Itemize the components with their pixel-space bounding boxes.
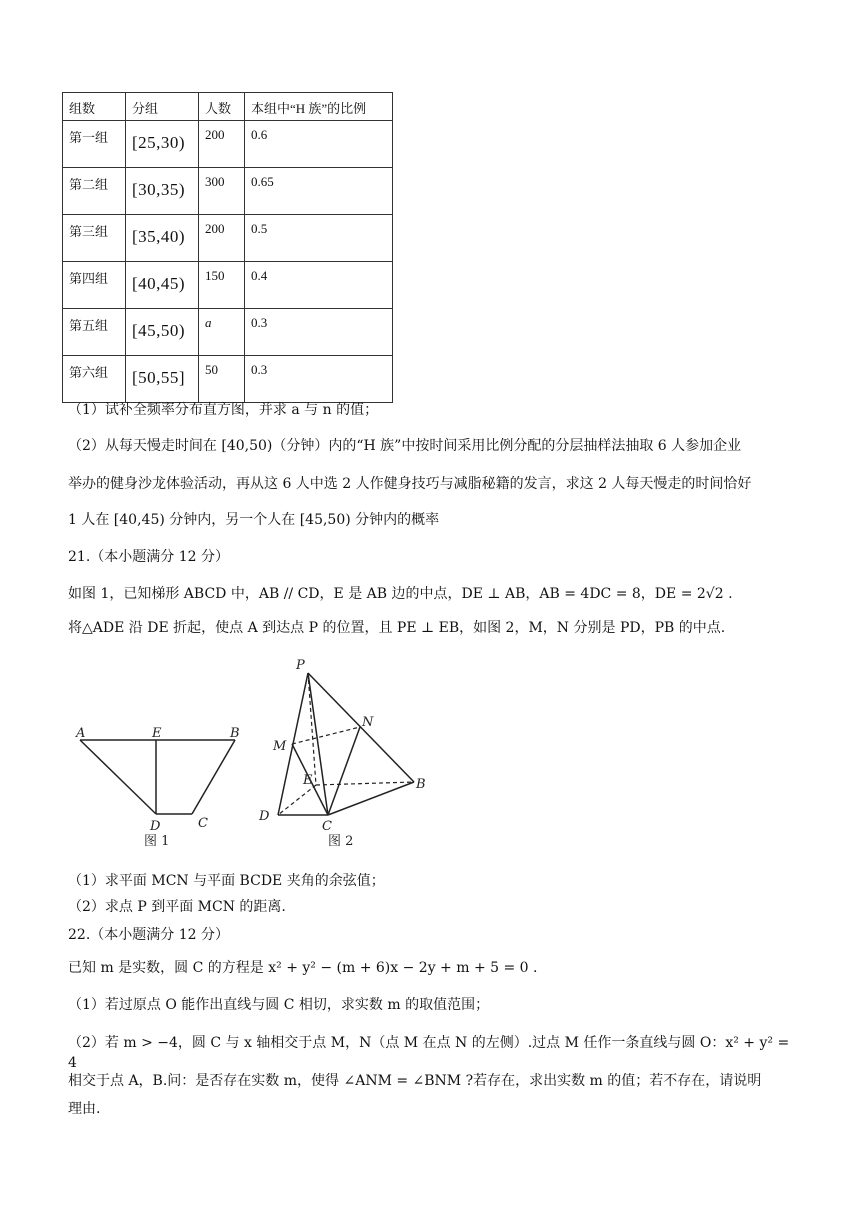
- header-ratio: 本组中“H 族”的比例: [245, 93, 393, 121]
- table-row: [63, 215, 393, 262]
- q20-part2-line1: （2）从每天慢走时间在 [40,50)（分钟）内的“H 族”中按时间采用比例分配的分层抽样法抽取 6 人参加企业: [68, 438, 742, 454]
- q21-line1: 如图 1，已知梯形 ABCD 中，AB // CD，E 是 AB 边的中点，DE ⊥ AB，AB = 4DC = 8，DE = 2√2 .: [68, 586, 733, 602]
- cell-count: a: [199, 309, 245, 356]
- q20-part2-line2: 举办的健身沙龙体验活动，再从这 6 人中选 2 人作健身技巧与减脂秘籍的发言，求这 2 人每天慢走的时间恰好: [68, 476, 752, 492]
- figure-1-trapezoid: [80, 740, 235, 814]
- fig1-label-a: A: [76, 726, 86, 741]
- q21-title: 21.（本小题满分 12 分）: [68, 549, 229, 565]
- cell-ratio: 0.4: [245, 262, 393, 309]
- data-table-container: [62, 92, 393, 403]
- q20-part2-line3: 1 人在 [40,45) 分钟内，另一个人在 [45,50) 分钟内的概率: [68, 512, 440, 528]
- cell-range: [50,55]: [126, 356, 199, 403]
- q21-sub1: （1）求平面 MCN 与平面 BCDE 夹角的余弦值；: [68, 873, 385, 889]
- table-row: [63, 309, 393, 356]
- fig2-label-c: C: [322, 819, 332, 834]
- q22-sub1: （1）若过原点 O 能作出直线与圆 C 相切，求实数 m 的取值范围；: [68, 997, 490, 1013]
- figure-2-pyramid: [278, 673, 414, 815]
- table-header-row: [63, 93, 393, 121]
- cell-ratio: 0.6: [245, 121, 393, 168]
- q22-line1: 已知 m 是实数，圆 C 的方程是 x² + y² − (m + 6)x − 2y + m + 5 = 0 .: [68, 960, 538, 976]
- fig2-label-m: M: [273, 739, 287, 754]
- table-row: [63, 168, 393, 215]
- cell-range: [45,50): [126, 309, 199, 356]
- table-row: [63, 121, 393, 168]
- fig2-caption: 图 2: [328, 834, 354, 849]
- cell-ratio: 0.3: [245, 356, 393, 403]
- figure-2-hidden-edges: [278, 673, 414, 815]
- fig2-label-d: D: [259, 809, 270, 824]
- fig2-label-p: P: [296, 658, 305, 673]
- fig1-label-d: D: [150, 819, 161, 834]
- fig2-label-e: E: [303, 773, 313, 788]
- header-group: 组数: [63, 93, 126, 121]
- cell-range: [35,40): [126, 215, 199, 262]
- q20-part1: （1）试补全频率分布直方图，并求 a 与 n 的值；: [68, 402, 379, 418]
- cell-group: 第四组: [63, 262, 126, 309]
- cell-range: [30,35): [126, 168, 199, 215]
- q22-title: 22.（本小题满分 12 分）: [68, 927, 229, 943]
- q21-figures: [70, 655, 440, 855]
- fig1-label-b: B: [230, 726, 240, 741]
- cell-count: 200: [199, 215, 245, 262]
- cell-count: 50: [199, 356, 245, 403]
- cell-count: 150: [199, 262, 245, 309]
- q21-line2: 将△ADE 沿 DE 折起，使点 A 到达点 P 的位置，且 PE ⊥ EB，如图 2，M，N 分别是 PD，PB 的中点.: [68, 620, 726, 636]
- fig2-label-n: N: [362, 715, 374, 730]
- group-table: [62, 92, 393, 403]
- fig1-caption: 图 1: [144, 834, 170, 849]
- fig1-label-e: E: [152, 726, 162, 741]
- q22-sub2-line2: 相交于点 A，B.问：是否存在实数 m，使得 ∠ANM = ∠BNM ?若存在，求出实数 m 的值；若不存在，请说明: [68, 1073, 762, 1089]
- cell-count: 300: [199, 168, 245, 215]
- q22-sub2-line3: 理由.: [68, 1101, 101, 1117]
- header-count: 人数: [199, 93, 245, 121]
- cell-range: [40,45): [126, 262, 199, 309]
- q21-sub2: （2）求点 P 到平面 MCN 的距离.: [68, 899, 286, 915]
- cell-range: [25,30): [126, 121, 199, 168]
- cell-ratio: 0.65: [245, 168, 393, 215]
- table-row: [63, 262, 393, 309]
- table-row: [63, 356, 393, 403]
- header-range: 分组: [126, 93, 199, 121]
- cell-group: 第二组: [63, 168, 126, 215]
- cell-group: 第六组: [63, 356, 126, 403]
- cell-group: 第三组: [63, 215, 126, 262]
- fig2-label-b: B: [416, 777, 426, 792]
- cell-ratio: 0.3: [245, 309, 393, 356]
- cell-ratio: 0.5: [245, 215, 393, 262]
- cell-count: 200: [199, 121, 245, 168]
- fig1-label-c: C: [198, 816, 208, 831]
- cell-group: 第一组: [63, 121, 126, 168]
- q22-sub2-line1: （2）若 m > −4，圆 C 与 x 轴相交于点 M，N（点 M 在点 N 的左侧）.过点 M 任作一条直线与圆 O：x² + y² = 4: [68, 1035, 790, 1071]
- cell-group: 第五组: [63, 309, 126, 356]
